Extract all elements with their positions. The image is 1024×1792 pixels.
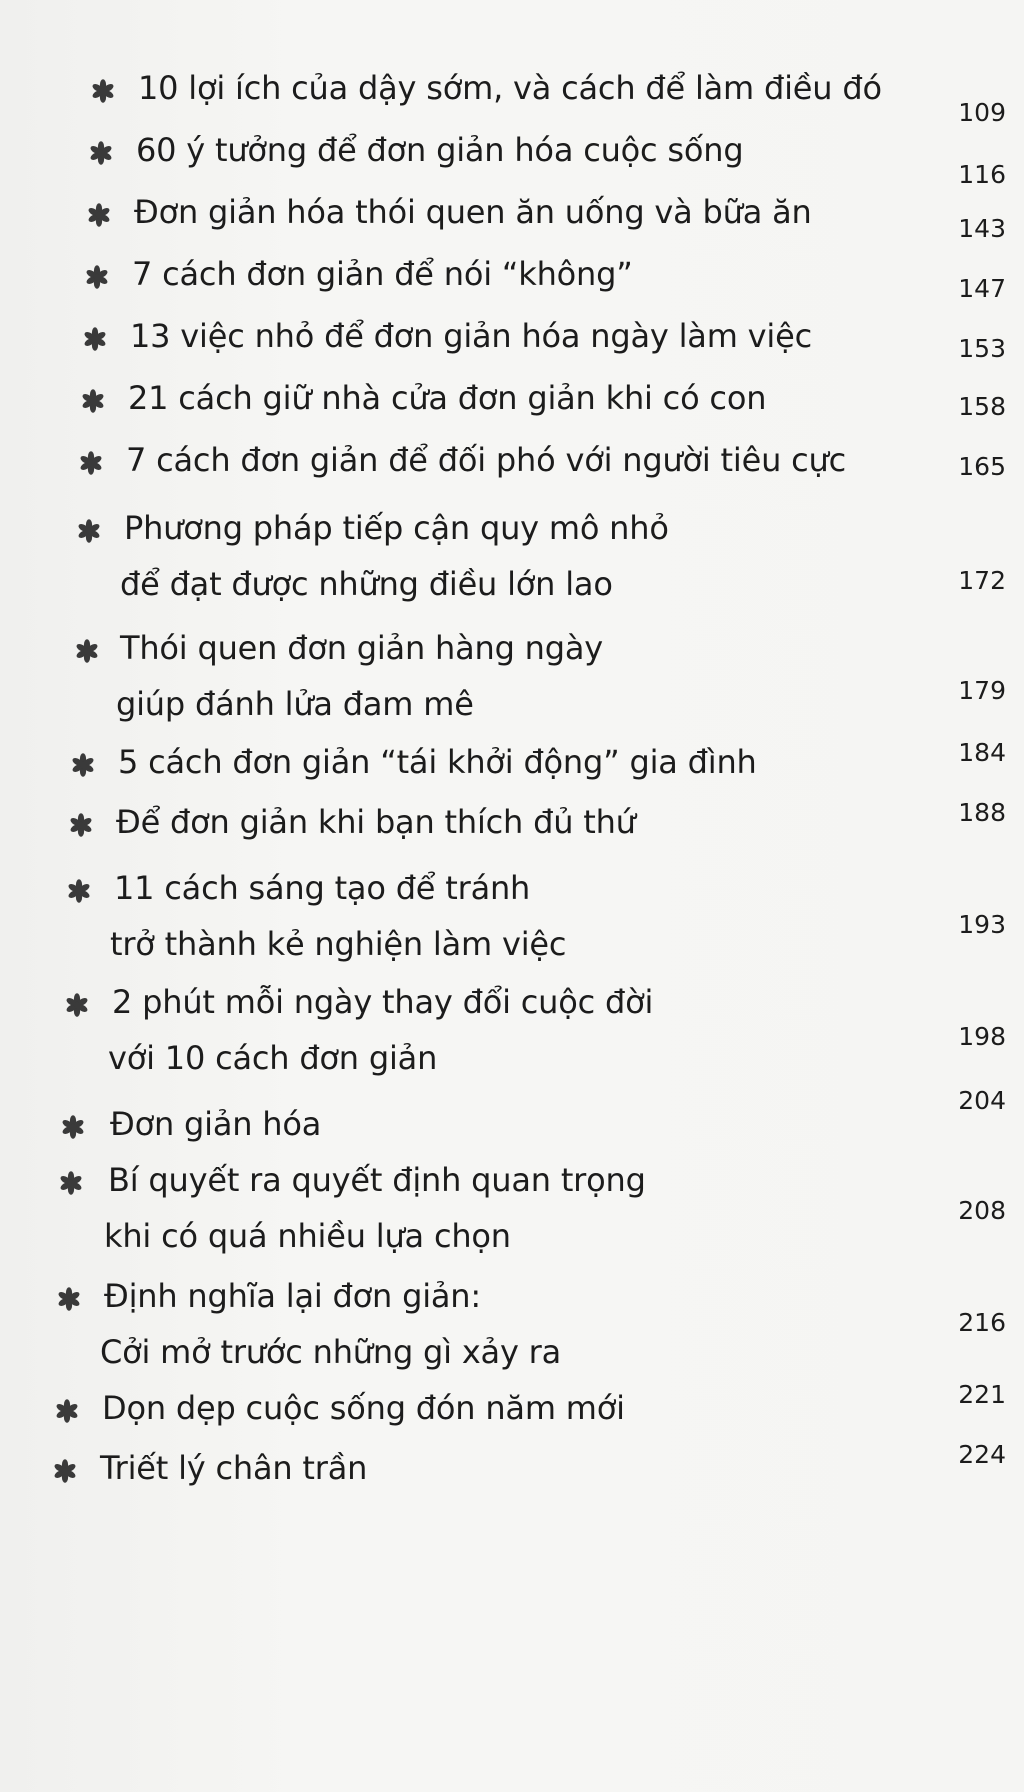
toc-entry-title: khi có quá nhiều lựa chọn <box>104 1217 511 1255</box>
asterisk-flower-icon <box>80 388 106 414</box>
toc-entry-title: Đơn giản hóa thói quen ăn uống và bữa ăn <box>134 193 812 231</box>
toc-entry-page-number: 179 <box>958 676 1006 705</box>
toc-entry-title: Dọn dẹp cuộc sống đón năm mới <box>102 1389 625 1427</box>
toc-entry-page-number: 208 <box>958 1196 1006 1225</box>
asterisk-flower-icon <box>58 1170 84 1196</box>
asterisk-flower-icon <box>82 326 108 352</box>
toc-entry-page-number: 188 <box>958 798 1006 827</box>
toc-entry-title: 5 cách đơn giản “tái khởi động” gia đình <box>118 743 757 781</box>
asterisk-flower-icon <box>70 752 96 778</box>
asterisk-flower-icon <box>60 1114 86 1140</box>
toc-entry-title: Cởi mở trước những gì xảy ra <box>100 1333 562 1371</box>
toc-entry-title: trở thành kẻ nghiện làm việc <box>110 925 567 963</box>
asterisk-flower-icon <box>56 1286 82 1312</box>
toc-entry-title: Đơn giản hóa <box>110 1105 322 1143</box>
toc-entry-page-number: 193 <box>958 910 1006 939</box>
asterisk-flower-icon <box>68 812 94 838</box>
asterisk-flower-icon <box>66 878 92 904</box>
asterisk-flower-icon <box>78 450 104 476</box>
toc-entry-title: 11 cách sáng tạo để tránh <box>114 869 531 907</box>
toc-entry-title: 2 phút mỗi ngày thay đổi cuộc đời <box>112 983 654 1021</box>
toc-entry-page-number: 204 <box>958 1086 1006 1115</box>
toc-entry-page-number: 153 <box>958 334 1006 363</box>
toc-entry-title: Phương pháp tiếp cận quy mô nhỏ <box>124 509 669 547</box>
toc-entry-page-number: 221 <box>958 1380 1006 1409</box>
toc-entry-title: 13 việc nhỏ để đơn giản hóa ngày làm việc <box>130 317 812 355</box>
toc-entry-title: 21 cách giữ nhà cửa đơn giản khi có con <box>128 379 767 417</box>
asterisk-flower-icon <box>90 78 116 104</box>
toc-entry-title: 7 cách đơn giản để đối phó với người tiêu cực <box>126 441 847 479</box>
asterisk-flower-icon <box>64 992 90 1018</box>
asterisk-flower-icon <box>74 638 100 664</box>
asterisk-flower-icon <box>88 140 114 166</box>
toc-entry-title: với 10 cách đơn giản <box>108 1039 438 1077</box>
toc-entry-page-number: 109 <box>958 98 1006 127</box>
toc-entry-title: giúp đánh lửa đam mê <box>116 685 474 723</box>
toc-entry-page-number: 147 <box>958 274 1006 303</box>
asterisk-flower-icon <box>86 202 112 228</box>
toc-entry-page-number: 184 <box>958 738 1006 767</box>
asterisk-flower-icon <box>76 518 102 544</box>
toc-entry-title: 10 lợi ích của dậy sớm, và cách để làm điều đó <box>138 69 882 107</box>
asterisk-flower-icon <box>54 1398 80 1424</box>
toc-entry-title: Thói quen đơn giản hàng ngày <box>120 629 604 667</box>
asterisk-flower-icon <box>52 1458 78 1484</box>
asterisk-flower-icon <box>84 264 110 290</box>
toc-entry-title: để đạt được những điều lớn lao <box>120 565 613 603</box>
toc-entry-title: Định nghĩa lại đơn giản: <box>104 1277 481 1315</box>
toc-entry-title: Triết lý chân trần <box>100 1449 368 1487</box>
toc-entry-title: Để đơn giản khi bạn thích đủ thứ <box>116 803 636 841</box>
toc-entry-page-number: 216 <box>958 1308 1006 1337</box>
toc-entry-title: Bí quyết ra quyết định quan trọng <box>108 1161 646 1199</box>
toc-entry-page-number: 165 <box>958 452 1006 481</box>
toc-entry-title: 60 ý tưởng để đơn giản hóa cuộc sống <box>136 131 744 169</box>
toc-entry-page-number: 224 <box>958 1440 1006 1469</box>
toc-entry-page-number: 198 <box>958 1022 1006 1051</box>
toc-entry-title: 7 cách đơn giản để nói “không” <box>132 255 633 293</box>
toc-entry-page-number: 158 <box>958 392 1006 421</box>
toc-entry-page-number: 172 <box>958 566 1006 595</box>
toc-entry-page-number: 143 <box>958 214 1006 243</box>
toc-entry-page-number: 116 <box>958 160 1006 189</box>
